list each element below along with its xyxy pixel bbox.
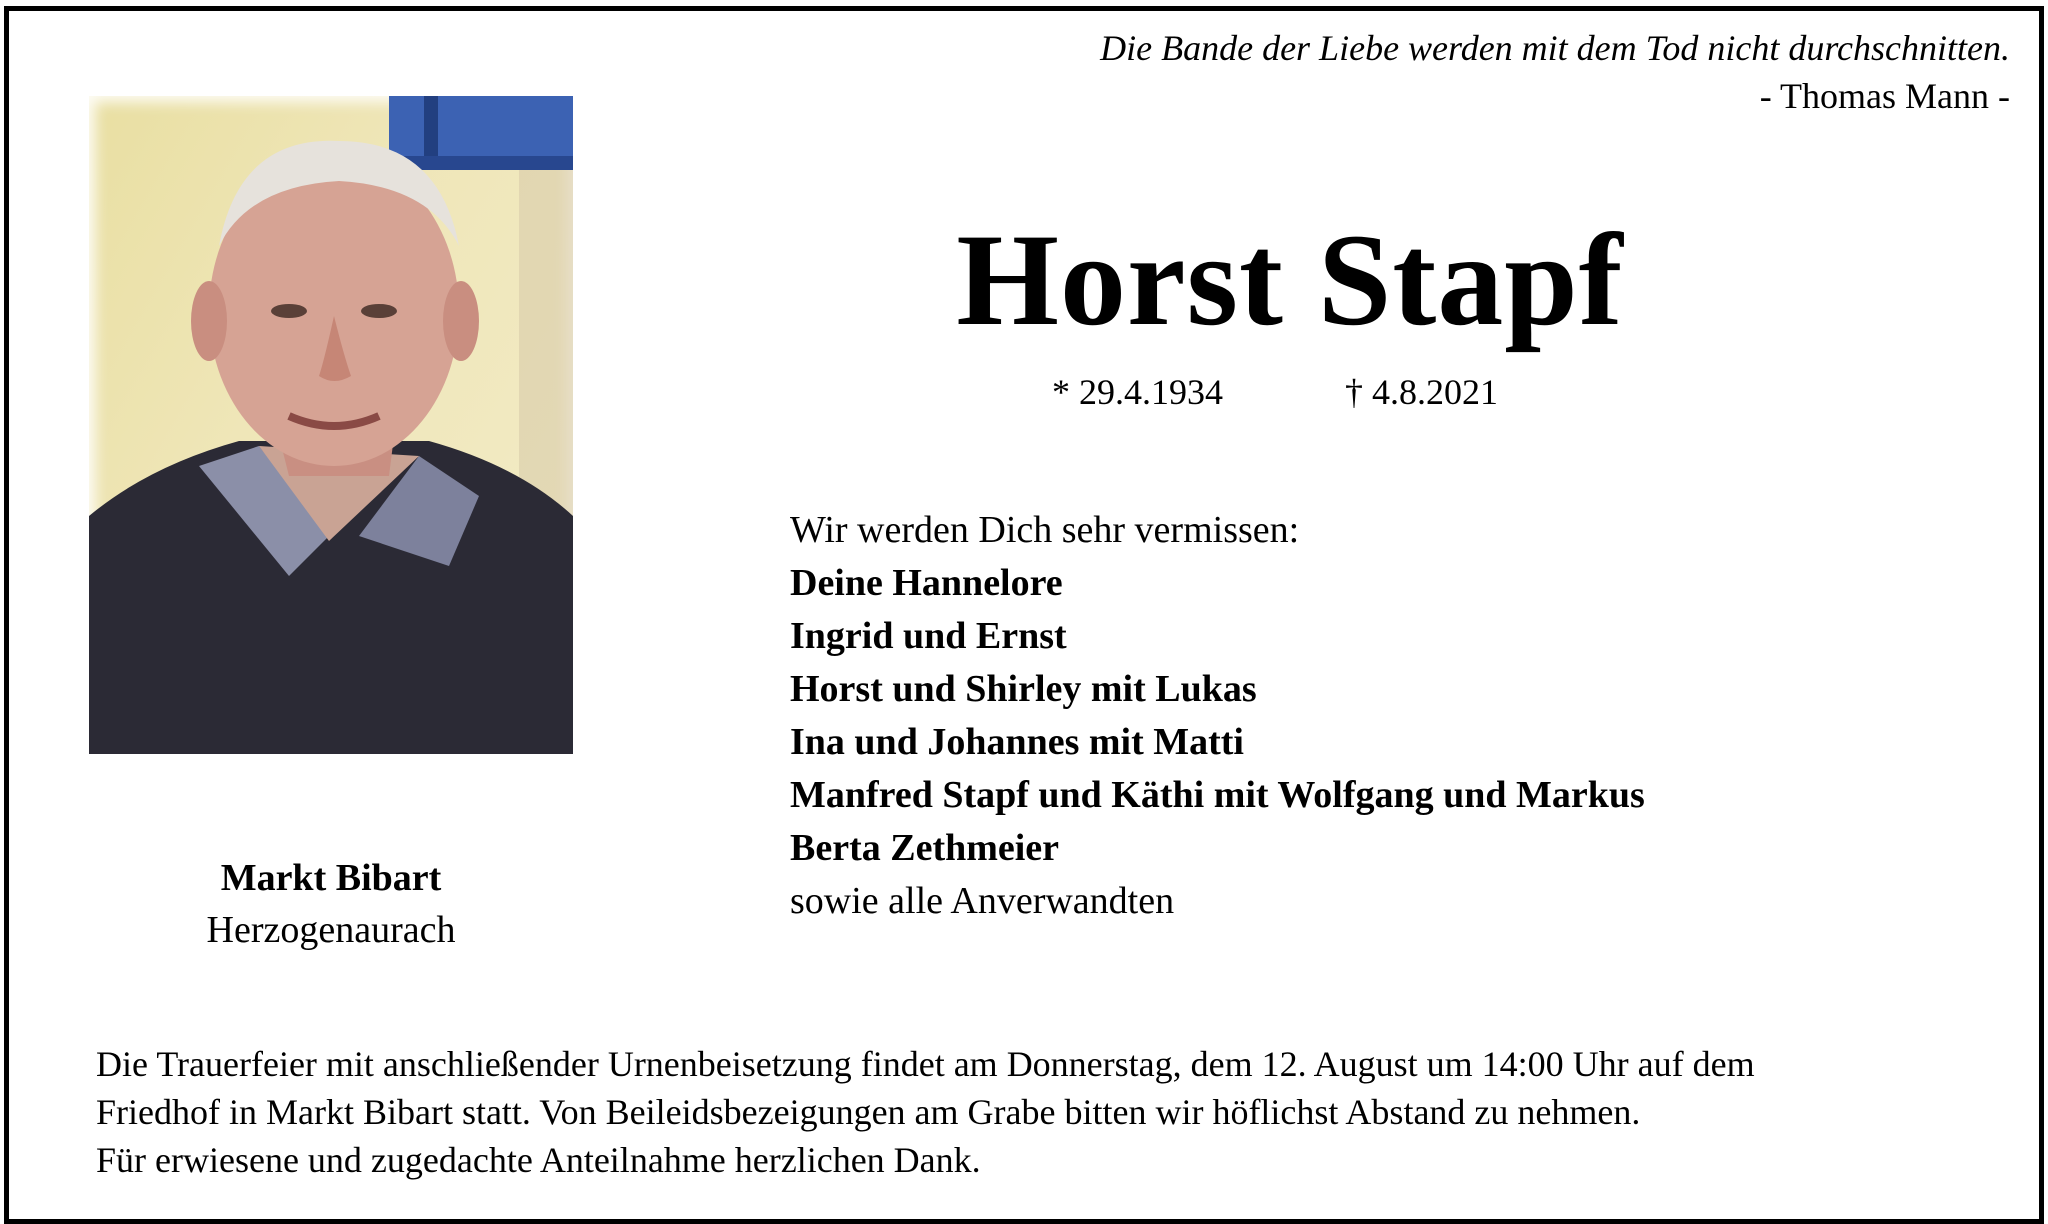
portrait-photo (89, 96, 573, 754)
places-block (89, 852, 573, 956)
portrait-illustration (89, 96, 573, 754)
mourner-name: Ina und Johannes mit Matti (790, 721, 1244, 763)
quote-author: - Thomas Mann - (1759, 76, 2010, 116)
place-secondary: Herzogenaurach (206, 909, 456, 951)
funeral-notice (96, 1040, 1976, 1184)
mourner-name: Berta Zethmeier (790, 827, 1060, 869)
birth-date: * 29.4.1934 (1052, 372, 1223, 412)
mourners-list (790, 504, 1645, 928)
mourner-name: Deine Hannelore (790, 562, 1063, 604)
mourner-name: Manfred Stapf und Käthi mit Wolfgang und Markus (790, 774, 1645, 816)
death-date: † 4.8.2021 (1345, 372, 1498, 412)
deceased-name: Horst Stapf (956, 206, 1624, 353)
mourner-name: Horst und Shirley mit Lukas (790, 668, 1257, 710)
mourners-closing: sowie alle Anverwandten (790, 880, 1175, 922)
notice-line: Für erwiesene und zugedachte Anteilnahme herzlichen Dank. (96, 1140, 981, 1180)
mourner-name: Ingrid und Ernst (790, 615, 1067, 657)
quote-text: Die Bande der Liebe werden mit dem Tod nicht durchschnitten. (1100, 28, 2010, 68)
notice-line: Friedhof in Markt Bibart statt. Von Beileidsbezeigungen am Grabe bitten wir höflichst Abstand zu nehmen. (96, 1092, 1641, 1132)
notice-line: Die Trauerfeier mit anschließender Urnenbeisetzung findet am Donnerstag, dem 12. August um 14:00 Uhr auf dem (96, 1044, 1755, 1084)
place-primary: Markt Bibart (220, 857, 442, 899)
mourners-intro: Wir werden Dich sehr vermissen: (790, 509, 1300, 551)
quote-block (1100, 24, 2010, 120)
